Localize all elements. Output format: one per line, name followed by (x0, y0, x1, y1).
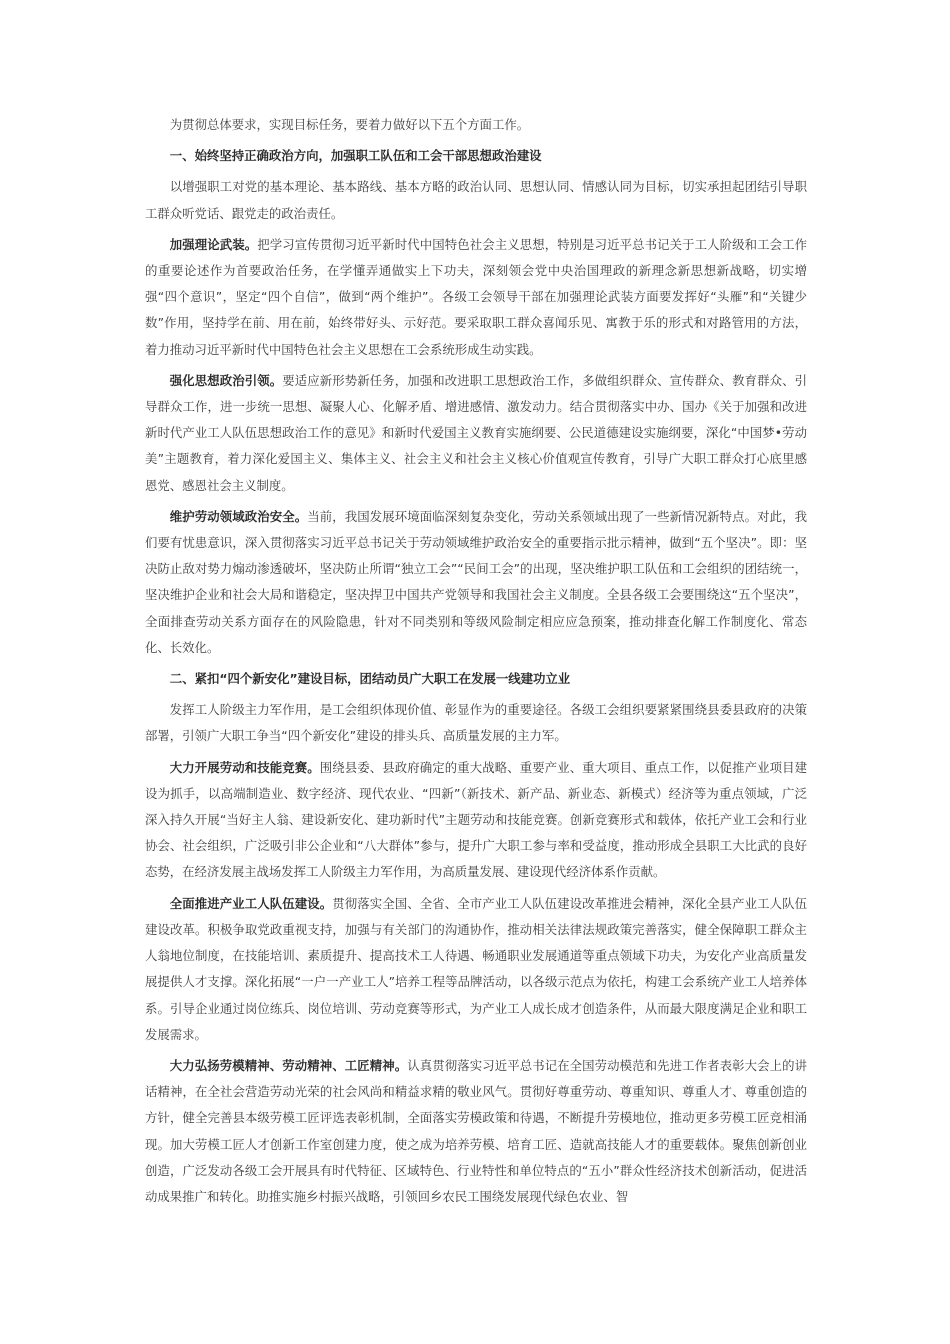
paragraph-lead: 全面推进产业工人队伍建设。 (169, 895, 333, 911)
paragraph-body: 贯彻落实全国、全省、全市产业工人队伍建设改革推进会精神，深化全县产业工人队伍建设改革。积极争取党政重视支持，加强与有关部门的沟通协作，推动相关法律法规政策完善落实，健全保障职工群众主人翁地位制度，在技能培训、素质提升、提高技术工人待遇、畅通职业发展通道等重点领域下功夫，为安化产业高质量发展提供人才支撑。深化拓展“一户一产业工人”培养工程等品牌活动，以各级示范点为依托，构建工会系统产业工人培养体系。引导企业通过岗位练兵、岗位培训、劳动竞赛等形式，为产业工人成长成才创造条件，从而最大限度满足企业和职工发展需求。 (145, 895, 808, 1042)
intro-paragraph: 为贯彻总体要求，实现目标任务，要着力做好以下五个方面工作。 (169, 117, 530, 132)
paragraph-body: 当前，我国发展环境面临深刻复杂变化，劳动关系领域出现了一些新情况新特点。对此，我们要有忧患意识，深入贯彻落实习近平总书记关于劳动领域维护政治安全的重要指示批示精神，做到“五个坚决”。即：坚决防止敌对势力煽动渗透破坏，坚决防止所谓“独立工会”“民间工会”的出现，坚决维护职工队伍和工会组织的团结统一，坚决维护企业和社会大局和谐稳定，坚决捍卫中国共产党领导和我国社会主义制度。全县各级工会要围绕这“五个坚决”，全面排查劳动关系方面存在的风险隐患，针对不同类别和等级风险制定相应应急预案，推动排查化解工作制度化、常态化、长效化。 (145, 508, 808, 655)
paragraph-lead: 强化思想政治引领。 (169, 372, 283, 388)
section-2-heading: 二、紧扣“四个新安化”建设目标，团结动员广大职工在发展一线建功立业 (169, 671, 571, 687)
paragraph-ideological-guidance (145, 368, 807, 499)
paragraph-body: 围绕县委、县政府确定的重大战略、重要产业、重大项目、重点工作，以促推产业项目建设为抓手，以高端制造业、数字经济、现代农业、“四新”（新技术、新产品、新业态、新模式）经济等为重点领域，广泛深入持久开展“当好主人翁、建设新安化、建功新时代”主题劳动和技能竞赛。创新竞赛形式和载体，依托产业工会和行业协会、社会组织，广泛吸引非公企业和“八大群体”参与，提升广大职工参与率和受益度，推动形成全县职工大比武的良好态势，在经济发展主战场发挥工人阶级主力军作用，为高质量发展、建设现代经济体系作贡献。 (145, 759, 808, 880)
paragraph-lead: 加强理论武装。 (169, 236, 258, 252)
paragraph-body: 要适应新形势新任务，加强和改进职工思想政治工作，多做组织群众、宣传群众、教育群众、引导群众工作，进一步统一思想、凝聚人心、化解矛盾、增进感情、激发动力。结合贯彻落实中办、国办《关于加强和改进新时代产业工人队伍思想政治工作的意见》和新时代爱国主义教育实施纲要、公民道德建设实施纲要，深化“中国梦•劳动美”主题教育，着力深化爱国主义、集体主义、社会主义和社会主义核心价值观宣传教育，引导广大职工群众打心底里感恩党、感恩社会主义制度。 (145, 372, 808, 493)
paragraph-theory-arming (145, 232, 807, 363)
paragraph-skill-competition (145, 755, 807, 886)
paragraph-body: 认真贯彻落实习近平总书记在全国劳动模范和先进工作者表彰大会上的讲话精神，在全社会营造劳动光荣的社会风尚和精益求精的敬业风气。贯彻好尊重劳动、尊重知识、尊重人才、尊重创造的方针，健全完善县本级劳模工匠评选表彰机制，全面落实劳模政策和待遇，不断提升劳模地位，推动更多劳模工匠竞相涌现。加大劳模工匠人才创新工作室创建力度，使之成为培养劳模、培育工匠、造就高技能人才的重要载体。聚焦创新创业创造，广泛发动各级工会开展具有时代特征、区域特色、行业特性和单位特点的“五小”群众性经济技术创新活动，促进活动成果推广和转化。助推实施乡村振兴战略，引领回乡农民工围绕发展现代绿色农业、智 (145, 1057, 808, 1204)
paragraph-lead: 大力弘扬劳模精神、劳动精神、工匠精神。 (169, 1057, 408, 1073)
document-page (145, 112, 807, 1210)
paragraph-industrial-workers (145, 891, 807, 1048)
paragraph-lead: 维护劳动领域政治安全。 (169, 508, 308, 524)
section-1-intro: 以增强职工对党的基本理论、基本路线、基本方略的政治认同、思想认同、情感认同为目标，切实承担起团结引导职工群众听党话、跟党走的政治责任。 (145, 179, 807, 221)
paragraph-model-worker-spirit (145, 1053, 807, 1210)
section-1-heading: 一、始终坚持正确政治方向，加强职工队伍和工会干部思想政治建设 (169, 148, 542, 164)
section-2-intro: 发挥工人阶级主力军作用，是工会组织体现价值、彰显作为的重要途径。各级工会组织要紧紧围绕县委县政府的决策部署，引领广大职工争当“四个新安化”建设的排头兵、高质量发展的主力军。 (145, 702, 807, 744)
paragraph-body: 把学习宣传贯彻习近平新时代中国特色社会主义思想，特别是习近平总书记关于工人阶级和工会工作的重要论述作为首要政治任务，在学懂弄通做实上下功夫，深刻领会党中央治国理政的新理念新思想新战略，切实增强“四个意识”，坚定“四个自信”，做到“两个维护”。各级工会领导干部在加强理论武装方面要发挥好“头雁”和“关键少数”作用，坚持学在前、用在前，始终带好头、示好范。要采取职工群众喜闻乐见、寓教于乐的形式和对路管用的方法，着力推动习近平新时代中国特色社会主义思想在工会系统形成生动实践。 (145, 236, 808, 357)
paragraph-lead: 大力开展劳动和技能竞赛。 (169, 759, 320, 775)
paragraph-labor-security (145, 504, 807, 661)
